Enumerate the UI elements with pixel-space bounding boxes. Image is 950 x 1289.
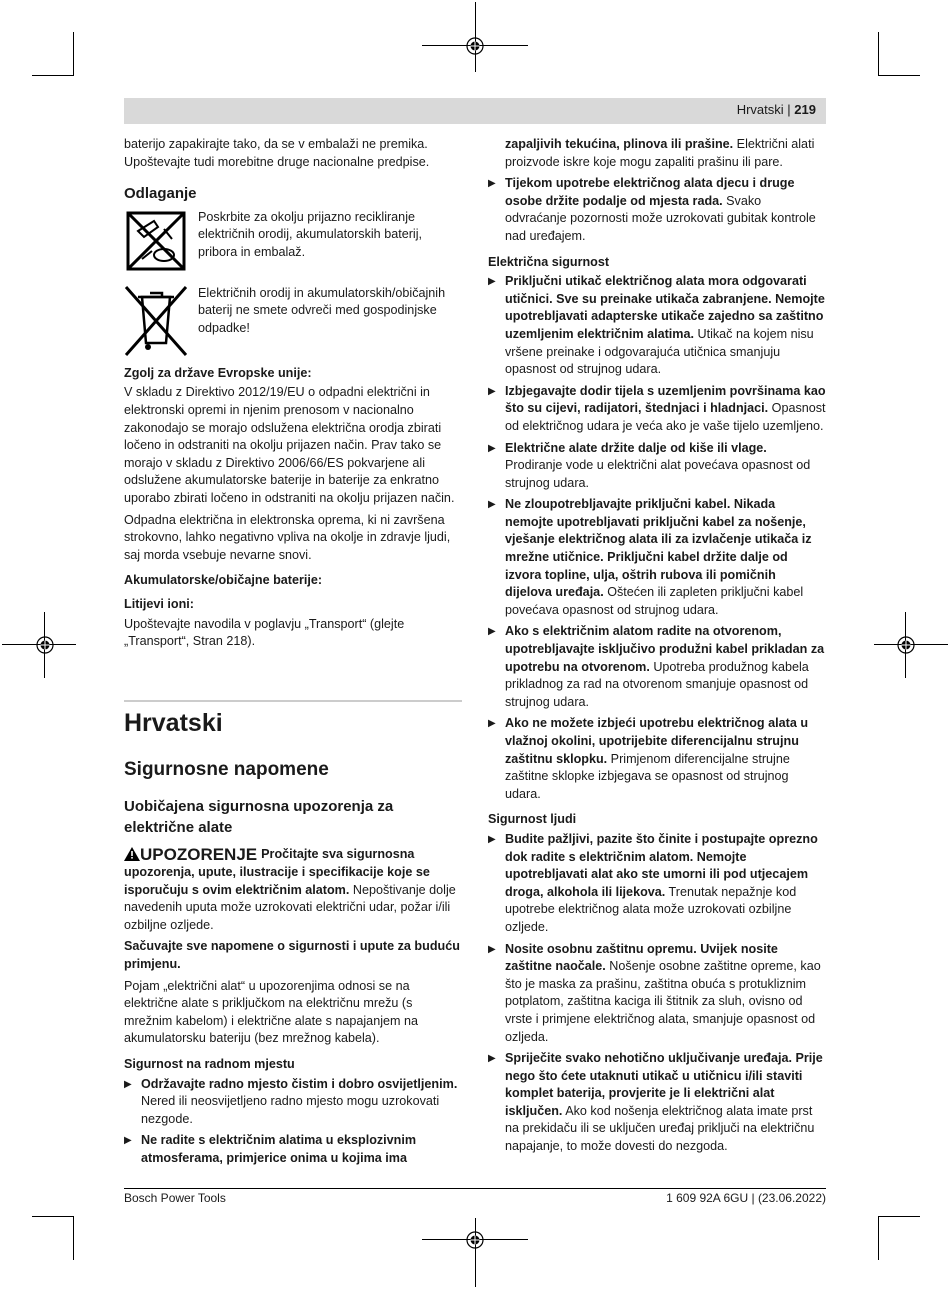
bullet-rest: Električni alati proizvode iskre koje mogu zapaliti prašinu ili pare.: [505, 137, 815, 169]
term-text: Pojam „električni alat“ u upozorenjima odnosi se na električne alate s priključkom na električnu mrežu (s mrežnim kabelom) i električne alate s napajanjem na akumulatorsku bateriju (bez mrežnog kabela).: [124, 978, 418, 1046]
warning-bold: Pročitajte sva sigurnosna upozorenja, upute, ilustracije i specifikacije koje se isporučuju s ovim električnim alatom.: [124, 847, 430, 897]
electrical-heading: Električna sigurnost: [488, 254, 610, 269]
triangle-right-icon: ▶: [488, 1053, 496, 1065]
workplace-heading: Sigurnost na radnom mjestu: [124, 1056, 295, 1071]
list-item: [488, 175, 826, 245]
left-column: [124, 136, 462, 655]
page-header-text: [737, 102, 816, 117]
general-warnings-title: Uobičajena sigurnosna upozorenja za električne alate: [124, 798, 394, 836]
list-item: [488, 1050, 826, 1156]
triangle-right-icon: ▶: [124, 1135, 132, 1147]
bullet-bold: Održavajte radno mjesto čistim i dobro osvijetljenim.: [141, 1076, 458, 1091]
list-item: [488, 715, 826, 803]
triangle-right-icon: ▶: [124, 1078, 132, 1090]
crop-mark: [32, 75, 74, 76]
registration-mark-icon: [35, 635, 55, 655]
warning-paragraph: [124, 846, 462, 934]
list-item: [488, 273, 826, 379]
triangle-right-icon: ▶: [488, 626, 496, 638]
crop-mark: [878, 32, 879, 76]
footer-divider: [124, 1188, 826, 1189]
list-item-continued: [488, 136, 826, 171]
triangle-right-icon: ▶: [488, 276, 496, 288]
footer-brand: Bosch Power Tools: [124, 1191, 226, 1205]
bullet-rest: Nered ili neosvijetljeno radno mjesto mogu uzrokovati nezgode.: [141, 1094, 440, 1126]
triangle-right-icon: ▶: [488, 178, 496, 190]
bullet-bold: Budite pažljivi, pazite što činite i postupajte oprezno dok radite s električnim alatom. Nemojte upotrebljavati alat ako ste umorni ili pod utjecajem droga, alkohola ili lijekova.: [505, 831, 818, 899]
triangle-right-icon: ▶: [488, 943, 496, 955]
list-item: [488, 440, 826, 493]
liion-heading: Litijevi ioni:: [124, 596, 194, 611]
bullet-rest: Svako odvraćanje pozornosti može uzrokovati gubitak kontrole nad uređajem.: [505, 193, 816, 243]
list-item: [488, 623, 826, 711]
bullet-rest: Trenutak nepažnje kod upotrebe električnog alata može uzrokovati ozbiljne ozljede.: [505, 884, 797, 934]
keep-instructions: Sačuvajte sve napomene o sigurnosti i upute za buduću primjenu.: [124, 939, 460, 971]
list-item: [124, 1132, 462, 1167]
list-item: [488, 831, 826, 937]
crop-mark: [878, 1216, 879, 1260]
warning-rest: Nepoštivanje dolje navedenih uputa može uzrokovati električni udar, požar i/ili ozbiljne ozljede.: [124, 882, 456, 932]
eu-text-1: V skladu z Direktivo 2012/19/EU o odpadni električni in elektronski opremi in njenim prenosom v nacionalno zakonodajo se morajo odslužena električna orodja zbirati ločeno in odstraniti na okolju prijazen način. Prav tako se morajo v skladu z Direktivo 2006/66/ES pokvarjene ali odslužene akumulatorske baterije in baterije za enkratno uporabo zbirati ločeno in odstraniti na okolju prijazen način.: [124, 385, 455, 505]
bullet-rest: Upotreba produžnog kabela prikladnog za rad na otvorenom smanjuje opasnost od strujnog udara.: [505, 659, 809, 709]
crop-mark: [73, 1216, 74, 1260]
crop-mark: [878, 1216, 920, 1217]
crossed-tool-recycling-icon: [124, 209, 188, 273]
triangle-right-icon: ▶: [488, 442, 496, 454]
battery-heading: Akumulatorske/običajne baterije:: [124, 573, 323, 588]
bullet-bold: Ako s električnim alatom radite na otvorenom, upotrebljavajte isključivo produžni kabel prikladan za upotrebu na otvorenom.: [505, 624, 825, 674]
triangle-right-icon: ▶: [488, 385, 496, 397]
crossed-out-wheelie-bin-icon: [124, 285, 188, 357]
bullet-bold: Električne alate držite dalje od kiše ili vlage.: [505, 440, 767, 455]
bullet-bold: Ne zloupotrebljavajte priključni kabel. Nikada nemojte upotrebljavati priključni kabel za nošenje, vješanje električnog alata ili za izvlačenje utikača iz mrežne utičnice. Priključni kabel držite dalje od izvora topline, ulja, oštrih rubova ili pomičnih dijelova uređaja.: [505, 497, 812, 600]
bullet-bold: Izbjegavajte dodir tijela s uzemljenim površinama kao što su cijevi, radijatori, štednjaci i hladnjaci.: [505, 383, 826, 416]
list-item: [488, 496, 826, 619]
warning-label: [124, 846, 257, 864]
header-separator: |: [787, 102, 791, 117]
liion-text: Upoštevajte navodila v poglavju „Transport“ (glejte „Transport“, Stran 218).: [124, 616, 405, 649]
disposal-heading: Odlaganje: [124, 185, 197, 203]
crop-mark: [73, 32, 74, 76]
page-number: 219: [794, 102, 816, 117]
registration-mark-icon: [465, 1230, 485, 1250]
bullet-rest: Ako kod nošenja električnog alata imate prst na prekidaču ili se uključen uređaj priključi na električnu napajanje, to može dovesti do nezgoda.: [505, 1103, 815, 1154]
crop-mark: [475, 1218, 476, 1287]
crop-mark: [878, 75, 920, 76]
crop-mark: [32, 1216, 74, 1217]
bullet-rest: Opasnost od električnog udara je veća ako je vaše tijelo uzemljeno.: [505, 401, 826, 433]
triangle-right-icon: ▶: [488, 833, 496, 845]
bullet-rest: Nošenje osobne zaštitne opreme, kao što je maska za prašinu, zaštitna obuća s protukliznim potplatom, zaštitna kaciga ili štitnik za sluh, ovisno od vrste i primjene električnog alata, smanjuje opasnost od ozljeda.: [505, 959, 821, 1044]
bullet-bold: Ako ne možete izbjeći upotrebu električnog alata u vlažnoj okolini, upotrijebite diferencijalnu strujnu zaštitnu sklopku.: [505, 716, 809, 766]
eu-text-2: Odpadna električna in elektronska oprema, ki ni završena strokovno, lahko negativno vpliva na okolje in zdravje ljudi, saj morda vsebuje nevarne snovi.: [124, 512, 451, 562]
bullet-rest: Prodiranje vode u električni alat povećava opasnost od strujnog udara.: [505, 458, 811, 490]
bin-row: [124, 285, 462, 351]
bullet-bold: Priključni utikač električnog alata mora odgovarati utičnici. Sve su preinake utikača zabranjene. Nemojte upotrebljavati adapterske utikače zajedno sa zaštitno uzemljenim električnim alatima.: [505, 274, 825, 341]
bullet-bold: Nosite osobnu zaštitnu opremu. Uvijek nosite zaštitne naočale.: [505, 941, 778, 974]
triangle-right-icon: ▶: [488, 499, 496, 511]
language-title: Hrvatski: [124, 709, 223, 737]
bullet-rest: Oštećen ili zapleten priključni kabel povećava opasnost od strujnog udara.: [505, 585, 804, 617]
list-item: [488, 383, 826, 436]
bullet-bold: Spriječite svako nehotično uključivanje uređaja. Prije nego što ćete utaknuti utikač u utičnicu i/ili staviti komplet baterija, provjerite je li električni alat isključen.: [505, 1051, 823, 1118]
recycling-row: [124, 209, 462, 275]
left-column-lower: [124, 708, 462, 1172]
section-divider: [124, 700, 462, 702]
warning-triangle-icon: [124, 847, 140, 861]
personal-heading: Sigurnost ljudi: [488, 812, 577, 827]
bullet-bold: zapaljivih tekućina, plinova ili prašine.: [505, 137, 734, 151]
bullet-bold: Tijekom upotrebe električnog alata djecu i druge osobe držite podalje od mjesta rada.: [505, 176, 795, 208]
header-section: Hrvatski: [736, 102, 784, 117]
page-header: [124, 98, 826, 124]
bullet-rest: Primjenom diferencijalne strujne zaštitne sklopke izbjegava se opasnost od strujnog udara.: [505, 751, 790, 801]
registration-mark-icon: [465, 36, 485, 56]
intro-text: baterijo zapakirajte tako, da se v embalaži ne premika. Upoštevajte tudi morebitne druge nacionalne predpise.: [124, 137, 430, 169]
bin-text: Električnih orodij in akumulatorskih/običajnih baterij ne smete odvreči med gospodinjske odpadke!: [198, 285, 446, 335]
list-item: [124, 1076, 462, 1129]
safety-title: Sigurnosne napomene: [124, 759, 329, 780]
recycling-text: Poskrbite za okolju prijazno recikliranje električnih orodij, akumulatorskih baterij, pribora in embalaž.: [198, 209, 422, 259]
registration-mark-icon: [896, 635, 916, 655]
warning-label-text: UPOZORENJE: [140, 845, 258, 864]
triangle-right-icon: ▶: [488, 718, 496, 730]
bullet-rest: Utikač na kojem nisu vršene preinake i odgovarajuća utičnica smanjuju opasnost od strujnog udara.: [505, 326, 814, 377]
list-item: [488, 941, 826, 1047]
bullet-bold: Ne radite s električnim alatima u eksplozivnim atmosferama, primjerice onima u kojima ima: [141, 1133, 417, 1165]
right-column: [488, 136, 826, 1160]
footer-doc-id: 1 609 92A 6GU | (23.06.2022): [666, 1191, 826, 1205]
eu-heading: Zgolj za države Evropske unije:: [124, 365, 312, 380]
